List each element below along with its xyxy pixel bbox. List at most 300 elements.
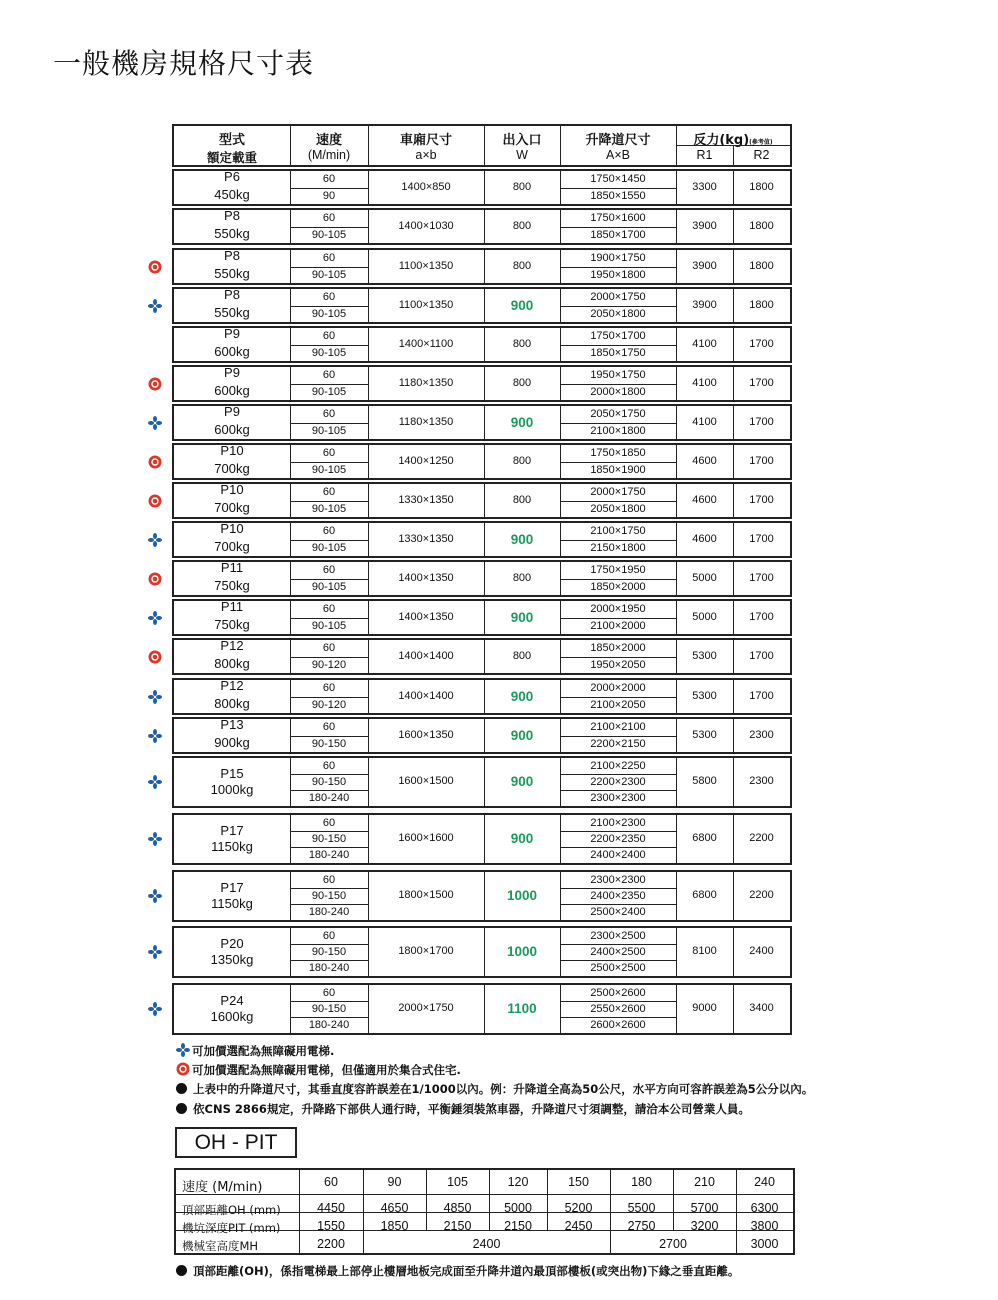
reaction-r2: 1700 [749, 416, 774, 428]
hoistway-size: 1750×1700 [590, 330, 646, 342]
hoistway-size: 1750×1450 [590, 173, 646, 185]
hoistway-size: 2500×2500 [590, 962, 646, 974]
car-size: 1180×1350 [398, 416, 454, 428]
spec-row [172, 326, 792, 363]
reaction-r1: 5300 [692, 650, 717, 662]
speed-value: 60 [322, 252, 336, 264]
door-width: 800 [512, 181, 532, 193]
row-divider [290, 345, 368, 346]
rated-load: 450kg [214, 187, 250, 202]
ohpit-title: OH - PIT [175, 1127, 297, 1158]
speed-value: 90-105 [311, 229, 347, 241]
hoistway-size: 1900×1750 [590, 252, 646, 264]
row-divider [560, 188, 676, 189]
row-divider [560, 736, 676, 737]
door-width: 800 [512, 572, 532, 584]
row-divider [290, 227, 368, 228]
hoistway-size: 2500×2600 [590, 987, 646, 999]
car-size: 1330×1350 [398, 533, 454, 545]
model-name: P8 [224, 208, 240, 223]
reaction-r2: 2400 [749, 945, 774, 957]
ohpit-speed: 240 [754, 1175, 775, 1189]
ohpit-speed: 120 [507, 1175, 529, 1189]
spec-row [172, 983, 792, 1035]
model-name: P12 [220, 638, 244, 653]
ohpit-pit-value: 2750 [627, 1219, 656, 1233]
row-divider [290, 944, 368, 945]
door-width: 900 [510, 532, 534, 547]
spec-row [172, 813, 792, 865]
speed-value: 60 [322, 330, 336, 342]
reaction-r2: 1700 [749, 690, 774, 702]
rated-load: 750kg [214, 617, 250, 632]
door-width: 800 [512, 377, 532, 389]
speed-value: 60 [322, 760, 336, 772]
hoistway-size: 2050×1750 [590, 408, 646, 420]
reaction-r1: 5300 [692, 690, 717, 702]
hoistway-size: 2300×2300 [590, 792, 646, 804]
rated-load: 700kg [214, 500, 250, 515]
speed-value: 60 [322, 682, 336, 694]
note-accessible: 可加價選配為無障礙用電梯. [176, 1043, 334, 1059]
spec-row [172, 208, 792, 245]
row-divider [560, 618, 676, 619]
note-verticality: 上表中的升降道尺寸，其垂直度容許誤差在1/1000以內。例：升降道全高為50公尺，水平方向可容許誤差為5公分以內。 [176, 1081, 813, 1097]
row-divider [176, 1194, 793, 1195]
spec-row [172, 404, 792, 441]
speed-value: 60 [322, 721, 336, 733]
ohpit-pit-label: 機坑深度PIT (mm) [182, 1221, 281, 1235]
rated-load: 900kg [214, 735, 250, 750]
ohpit-table [174, 1168, 795, 1255]
car-size: 1400×1350 [398, 572, 454, 584]
ohpit-speed: 210 [694, 1175, 715, 1189]
reaction-r2: 2200 [749, 832, 774, 844]
ohpit-pit-value: 1550 [317, 1219, 345, 1233]
hoistway-size: 2100×1750 [590, 525, 646, 537]
speed-value: 60 [322, 173, 336, 185]
ohpit-speed: 180 [631, 1175, 652, 1189]
hoistway-size: 1750×1850 [590, 447, 646, 459]
row-divider [290, 384, 368, 385]
reaction-r2: 1700 [749, 338, 774, 350]
car-size: 1800×1500 [398, 889, 454, 901]
row-divider [560, 501, 676, 502]
model-name: P24 [220, 993, 244, 1008]
rated-load: 800kg [214, 696, 250, 711]
ohpit-oh-value: 6300 [750, 1201, 779, 1215]
door-width: 900 [510, 298, 534, 313]
ohpit-oh-value: 5500 [627, 1201, 656, 1215]
rated-load: 700kg [214, 461, 250, 476]
hoistway-size: 2100×2000 [590, 620, 646, 632]
row-divider [290, 188, 368, 189]
reaction-r1: 3900 [692, 220, 717, 232]
hoistway-size: 2100×2250 [590, 760, 646, 772]
speed-value: 90-150 [311, 738, 347, 750]
door-width: 800 [512, 455, 532, 467]
reaction-r2: 1800 [749, 181, 774, 193]
wheelchair-accessible-icon [148, 832, 162, 846]
reaction-r1: 3900 [692, 260, 717, 272]
speed-value: 90-105 [311, 425, 347, 437]
reaction-r1: 3300 [692, 181, 717, 193]
ohpit-mh-value: 2400 [472, 1237, 501, 1251]
row-divider [560, 790, 676, 791]
hoistway-size: 2300×2300 [590, 874, 646, 886]
hoistway-size: 1850×2000 [590, 642, 646, 654]
spec-row [172, 482, 792, 519]
model-name: P15 [220, 766, 244, 781]
speed-value: 60 [322, 817, 336, 829]
rated-load: 1150kg [211, 839, 253, 854]
hoistway-size: 1850×1550 [590, 190, 646, 202]
ohpit-oh-value: 4450 [317, 1201, 345, 1215]
speed-value: 60 [322, 930, 336, 942]
model-name: P11 [220, 599, 244, 614]
model-name: P9 [224, 365, 240, 380]
hoistway-size: 1950×1800 [590, 269, 646, 281]
wheelchair-accessible-icon [148, 775, 162, 789]
spec-row [172, 870, 792, 922]
speed-value: 60 [322, 874, 336, 886]
row-divider [290, 1017, 368, 1018]
model-name: P20 [220, 936, 244, 951]
row-divider [290, 790, 368, 791]
note-cns: 依CNS 2866規定，升降路下部供人通行時，平衡錘須裝煞車器，升降道尺寸須調整，請洽本公司營業人員。 [176, 1101, 750, 1117]
speed-value: 90-120 [311, 659, 347, 671]
reaction-r2: 1700 [749, 377, 774, 389]
ohpit-pit-value: 3200 [690, 1219, 719, 1233]
rated-load: 800kg [214, 656, 250, 671]
model-name: P10 [220, 521, 244, 536]
note-shared-housing: 可加價選配為無障礙用電梯，但僅適用於集合式住宅. [176, 1062, 461, 1078]
spec-row [172, 365, 792, 402]
row-divider [290, 462, 368, 463]
reaction-r1: 5800 [692, 775, 717, 787]
hoistway-size: 2400×2350 [590, 890, 646, 902]
row-divider [560, 904, 676, 905]
reaction-r1: 3900 [692, 299, 717, 311]
speed-value: 90-105 [311, 386, 347, 398]
hoistway-size: 2200×2350 [590, 833, 646, 845]
reaction-r1: 6800 [692, 832, 717, 844]
reaction-r2: 2300 [749, 729, 774, 741]
wheelchair-accessible-icon [148, 889, 162, 903]
header-model: 型式 額定載重 [206, 133, 257, 165]
reaction-r2: 2300 [749, 775, 774, 787]
speed-value: 60 [322, 486, 336, 498]
row-divider [560, 831, 676, 832]
model-name: P8 [224, 248, 240, 263]
hoistway-size: 2050×1800 [590, 308, 646, 320]
row-divider [560, 1001, 676, 1002]
bullet-icon [176, 1083, 187, 1094]
spec-row [172, 599, 792, 636]
reaction-r2: 1700 [749, 611, 774, 623]
row-divider [290, 423, 368, 424]
hoistway-size: 2600×2600 [590, 1019, 646, 1031]
reaction-r2: 1700 [749, 494, 774, 506]
row-divider [560, 227, 676, 228]
model-name: P13 [220, 717, 244, 732]
speed-value: 60 [322, 564, 336, 576]
car-size: 1400×1030 [398, 220, 454, 232]
speed-value: 180-240 [308, 962, 350, 974]
spec-row [172, 169, 792, 206]
spec-row [172, 287, 792, 324]
row-divider [290, 960, 368, 961]
row-divider [290, 904, 368, 905]
speed-value: 90-150 [311, 833, 347, 845]
rated-load: 1000kg [210, 782, 254, 797]
speed-value: 180-240 [308, 792, 350, 804]
hoistway-size: 2550×2600 [590, 1003, 646, 1015]
car-size: 1400×1400 [398, 690, 454, 702]
bullet-icon [176, 1265, 187, 1276]
reaction-r2: 1700 [749, 533, 774, 545]
car-size: 1600×1600 [398, 832, 454, 844]
car-size: 2000×1750 [398, 1002, 454, 1014]
spec-row [172, 638, 792, 675]
row-divider [290, 501, 368, 502]
row-divider [290, 1001, 368, 1002]
door-width: 800 [512, 260, 532, 272]
ohpit-speed-label: 速度 (M/min) [182, 1180, 263, 1195]
ohpit-pit-value: 2450 [564, 1219, 593, 1233]
speed-value: 60 [322, 987, 336, 999]
row-divider [560, 423, 676, 424]
rated-load: 600kg [214, 422, 250, 437]
model-name: P10 [220, 482, 244, 497]
row-divider [290, 306, 368, 307]
car-size: 1100×1350 [398, 260, 454, 272]
row-divider [560, 267, 676, 268]
ohpit-mh-value: 3000 [750, 1237, 779, 1251]
reaction-r2: 1700 [749, 650, 774, 662]
row-divider [560, 579, 676, 580]
shared-housing-icon [148, 377, 162, 391]
row-divider [290, 774, 368, 775]
row-divider [290, 657, 368, 658]
spec-row [172, 678, 792, 715]
row-divider [560, 888, 676, 889]
reaction-r2: 1800 [749, 299, 774, 311]
row-divider [560, 944, 676, 945]
ohpit-mh-value: 2200 [317, 1237, 345, 1251]
car-size: 1400×1250 [398, 455, 454, 467]
spec-row [172, 756, 792, 808]
model-name: P10 [220, 443, 244, 458]
door-width: 800 [512, 220, 532, 232]
row-divider [560, 697, 676, 698]
spec-row [172, 926, 792, 978]
spec-row [172, 560, 792, 597]
speed-value: 90-150 [311, 890, 347, 902]
door-width: 900 [510, 415, 534, 430]
reaction-r2: 1700 [749, 455, 774, 467]
row-divider [290, 888, 368, 889]
row-divider [560, 345, 676, 346]
hoistway-size: 2100×2300 [590, 817, 646, 829]
car-size: 1400×850 [401, 181, 451, 193]
hoistway-size: 2200×2300 [590, 776, 646, 788]
speed-value: 60 [322, 369, 336, 381]
car-size: 1400×1100 [398, 338, 454, 350]
speed-value: 90-105 [311, 581, 347, 593]
spec-table-header [172, 124, 792, 167]
reaction-r1: 5000 [692, 572, 717, 584]
wheelchair-accessible-icon [148, 729, 162, 743]
speed-value: 60 [322, 642, 336, 654]
row-divider [560, 1017, 676, 1018]
rated-load: 750kg [214, 578, 250, 593]
hoistway-size: 2300×2500 [590, 930, 646, 942]
shared-housing-icon [176, 1062, 190, 1076]
hoistway-size: 2200×2150 [590, 738, 646, 750]
spec-row [172, 248, 792, 285]
hoistway-size: 1950×1750 [590, 369, 646, 381]
rated-load: 600kg [214, 344, 250, 359]
note-oh: 頂部距離(OH)，係指電梯最上部停止樓層地板完成面至升降井道內最頂部樓板(或突出物)下緣之垂直距離。 [176, 1263, 739, 1279]
row-divider [290, 831, 368, 832]
hoistway-size: 1950×2050 [590, 659, 646, 671]
rated-load: 550kg [214, 266, 250, 281]
speed-value: 180-240 [308, 1019, 350, 1031]
reaction-r1: 8100 [692, 945, 717, 957]
hoistway-size: 2000×1750 [590, 486, 646, 498]
speed-value: 60 [322, 408, 336, 420]
speed-value: 60 [322, 212, 336, 224]
header-door: 出入口 W [502, 133, 542, 162]
car-size: 1800×1700 [398, 945, 454, 957]
speed-value: 90-120 [311, 699, 347, 711]
speed-value: 90-105 [311, 464, 347, 476]
row-divider [290, 267, 368, 268]
speed-value: 60 [322, 603, 336, 615]
row-divider [290, 579, 368, 580]
speed-value: 90-105 [311, 542, 347, 554]
speed-value: 90-150 [311, 776, 347, 788]
hoistway-size: 2100×2050 [590, 699, 646, 711]
header-reaction: 反力(kg)(參考值) R1 R2 [693, 133, 773, 162]
speed-value: 90 [322, 190, 336, 202]
model-name: P9 [224, 404, 240, 419]
reaction-r1: 4600 [692, 455, 717, 467]
ohpit-mh-value: 2700 [659, 1237, 687, 1251]
row-divider [560, 657, 676, 658]
model-name: P8 [224, 287, 240, 302]
hoistway-size: 1850×1900 [590, 464, 646, 476]
speed-value: 90-105 [311, 503, 347, 515]
car-size: 1600×1500 [398, 775, 454, 787]
reaction-r1: 4100 [692, 416, 717, 428]
model-name: P17 [220, 823, 244, 838]
ohpit-mh-label: 機械室高度MH [182, 1239, 259, 1253]
rated-load: 1350kg [210, 952, 254, 967]
speed-value: 60 [322, 447, 336, 459]
hoistway-size: 2000×2000 [590, 682, 646, 694]
ohpit-speed: 150 [568, 1175, 589, 1189]
hoistway-size: 2000×1800 [590, 386, 646, 398]
row-divider [560, 960, 676, 961]
hoistway-size: 2150×1800 [590, 542, 646, 554]
door-width: 1100 [507, 1001, 537, 1016]
wheelchair-accessible-icon [148, 611, 162, 625]
reaction-r1: 9000 [692, 1002, 717, 1014]
ohpit-oh-value: 4650 [380, 1201, 409, 1215]
wheelchair-accessible-icon [148, 533, 162, 547]
door-width: 900 [510, 728, 534, 743]
row-divider [560, 384, 676, 385]
row-divider [290, 697, 368, 698]
reaction-r1: 5300 [692, 729, 717, 741]
ohpit-oh-value: 4850 [443, 1201, 472, 1215]
hoistway-size: 1850×1750 [590, 347, 646, 359]
spec-row [172, 521, 792, 558]
shared-housing-icon [148, 572, 162, 586]
speed-value: 60 [322, 525, 336, 537]
hoistway-size: 2000×1950 [590, 603, 646, 615]
reaction-r1: 4600 [692, 533, 717, 545]
shared-housing-icon [148, 650, 162, 664]
car-size: 1100×1350 [398, 299, 454, 311]
row-divider [560, 540, 676, 541]
shared-housing-icon [148, 494, 162, 508]
wheelchair-accessible-icon [148, 690, 162, 704]
car-size: 1330×1350 [398, 494, 454, 506]
ohpit-speed: 90 [387, 1175, 402, 1189]
hoistway-size: 1750×1950 [590, 564, 646, 576]
hoistway-size: 2100×1800 [590, 425, 646, 437]
ohpit-oh-value: 5000 [504, 1201, 532, 1215]
rated-load: 700kg [214, 539, 250, 554]
reaction-r1: 4100 [692, 377, 717, 389]
speed-value: 90-105 [311, 347, 347, 359]
rated-load: 600kg [214, 383, 250, 398]
hoistway-size: 2500×2400 [590, 906, 646, 918]
door-width: 800 [512, 338, 532, 350]
reaction-r2: 1700 [749, 572, 774, 584]
door-width: 800 [512, 650, 532, 662]
ohpit-oh-value: 5700 [690, 1201, 719, 1215]
car-size: 1600×1350 [398, 729, 454, 741]
hoistway-size: 1850×1700 [590, 229, 646, 241]
ohpit-pit-value: 3800 [750, 1219, 779, 1233]
spec-row [172, 717, 792, 754]
model-name: P11 [220, 560, 244, 575]
reaction-r2: 1800 [749, 260, 774, 272]
reaction-r1: 5000 [692, 611, 717, 623]
door-width: 1000 [506, 888, 538, 903]
header-hoistway: 升降道尺寸 A×B [585, 133, 651, 162]
model-name: P9 [224, 326, 240, 341]
reaction-r1: 4100 [692, 338, 717, 350]
row-divider [560, 847, 676, 848]
speed-value: 90-105 [311, 308, 347, 320]
ohpit-oh-label: 頂部距離OH (mm) [182, 1203, 281, 1217]
reaction-r2: 1800 [749, 220, 774, 232]
reaction-r2: 2200 [749, 889, 774, 901]
wheelchair-accessible-icon [148, 299, 162, 313]
header-car: 車廂尺寸 a×b [399, 133, 452, 162]
hoistway-size: 2400×2400 [590, 849, 646, 861]
page-title: 一般機房規格尺寸表 [53, 47, 315, 80]
row-divider [290, 847, 368, 848]
speed-value: 180-240 [308, 849, 350, 861]
wheelchair-accessible-icon [148, 416, 162, 430]
ohpit-speed: 60 [324, 1175, 338, 1189]
